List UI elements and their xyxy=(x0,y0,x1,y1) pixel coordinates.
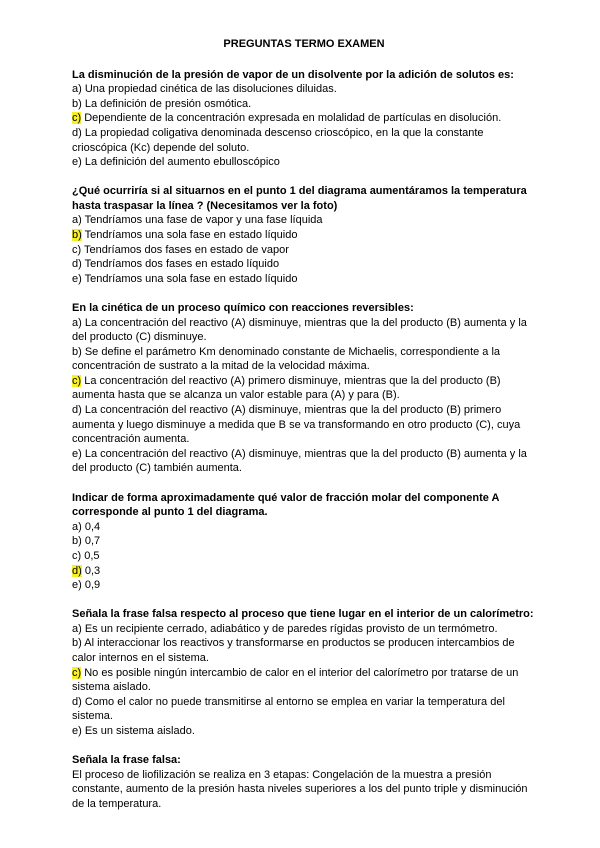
option-letter: e) xyxy=(72,156,82,169)
option-text: La concentración del reactivo (A) disminuye, mientras que la del producto (B) primero aumenta y luego disminuye a medida que B se va transformando en otro producto (C), cuya concentración aumenta. xyxy=(72,404,521,446)
correct-answer-letter: c) xyxy=(72,374,82,387)
option-letter: e) xyxy=(72,724,82,737)
option-letter: a) xyxy=(72,214,82,227)
answer-option xyxy=(72,272,536,287)
question-stem: La disminución de la presión de vapor de un disolvente por la adición de solutos es: xyxy=(72,68,514,81)
option-letter: b) xyxy=(72,345,82,358)
option-text: Como el calor no puede transmitirse al entorno se emplea en variar la temperatura del sistema. xyxy=(72,695,505,723)
option-letter: a) xyxy=(72,316,82,329)
answer-option xyxy=(72,724,536,739)
question-stem: Señala la frase falsa: xyxy=(72,754,181,767)
question-stem: ¿Qué ocurriría si al situarnos en el punto 1 del diagrama aumentáramos la temperatura hasta traspasar la línea ? (Necesitamos ver la foto) xyxy=(72,185,527,212)
option-letter: c) xyxy=(72,549,82,562)
option-letter: d) xyxy=(72,258,82,271)
option-letter: a) xyxy=(72,520,82,533)
answer-option xyxy=(72,126,536,155)
question-block xyxy=(72,607,536,738)
option-text: No es posible ningún intercambio de calor en el interior del calorímetro por tratarse de un sistema aislado. xyxy=(72,666,519,694)
question-stem: En la cinética de un proceso químico con reacciones reversibles: xyxy=(72,301,414,314)
question-block xyxy=(72,184,536,286)
page-title: PREGUNTAS TERMO EXAMEN xyxy=(223,38,385,50)
answer-option xyxy=(72,374,536,403)
option-letter: b) xyxy=(72,637,82,650)
option-text: Tendríamos una sola fase en estado líquido xyxy=(81,229,298,242)
option-letter: c) xyxy=(72,243,82,256)
option-text: La concentración del reactivo (A) disminuye, mientras que la del producto (B) aumenta y la del producto (C) disminuye. xyxy=(72,316,527,344)
question-stem: Señala la frase falsa respecto al proceso que tiene lugar en el interior de un calorímetro: xyxy=(72,608,534,621)
option-text: 0,9 xyxy=(81,579,101,592)
option-letter: d) xyxy=(72,695,82,708)
option-letter: a) xyxy=(72,622,82,635)
option-letter: b) xyxy=(72,535,82,548)
question-block xyxy=(72,753,536,811)
answer-option xyxy=(72,403,536,447)
option-letter: a) xyxy=(72,83,82,96)
option-letter: d) xyxy=(72,404,82,417)
option-text: Se define el parámetro Km denominado constante de Michaelis, correspondiente a la concentración de sustrato a la mitad de la velocidad máxima. xyxy=(72,345,501,373)
option-letter: e) xyxy=(72,447,82,460)
answer-option xyxy=(72,345,536,374)
answer-option xyxy=(72,564,536,579)
correct-answer-letter: b) xyxy=(72,229,82,242)
option-letter: d) xyxy=(72,126,82,139)
answer-option xyxy=(72,257,536,272)
correct-answer-letter: d) xyxy=(72,564,82,577)
option-text: 0,3 xyxy=(81,564,101,577)
option-text: Tendríamos dos fases en estado de vapor xyxy=(81,243,289,256)
option-text: 0,4 xyxy=(81,520,101,533)
option-text: Tendríamos una sola fase en estado líquido xyxy=(81,272,298,285)
question-block xyxy=(72,491,536,593)
question-list xyxy=(72,68,536,812)
answer-option xyxy=(72,111,536,126)
answer-option xyxy=(72,82,536,97)
option-text: Al interaccionar los reactivos y transformarse en productos se producen intercambios de calor internos en el sistema. xyxy=(72,637,515,664)
option-text: Es un sistema aislado. xyxy=(81,724,195,737)
question-block xyxy=(72,301,536,476)
option-letter: e) xyxy=(72,272,82,285)
answer-option xyxy=(72,316,536,345)
answer-option xyxy=(72,228,536,243)
option-text: La definición de presión osmótica. xyxy=(81,97,252,110)
answer-option xyxy=(72,97,536,112)
answer-option xyxy=(72,534,536,549)
option-letter: b) xyxy=(72,97,82,110)
answer-option xyxy=(72,243,536,258)
option-text: La propiedad coligativa denominada descenso crioscópico, en la que la constante crioscópica (Kc) depende del soluto. xyxy=(72,126,484,154)
correct-answer-letter: c) xyxy=(72,112,82,125)
answer-option xyxy=(72,666,536,695)
answer-option xyxy=(72,520,536,535)
option-text: Una propiedad cinética de las disoluciones diluidas. xyxy=(81,83,337,96)
option-text: 0,7 xyxy=(81,535,101,548)
answer-option xyxy=(72,213,536,228)
option-text: 0,5 xyxy=(81,549,100,562)
answer-option xyxy=(72,447,536,476)
question-body-text: El proceso de liofilización se realiza en 3 etapas: Congelación de la muestra a presión constante, aumento de la presión hasta niveles superiores a los del punto triple y disminución de la temperatura. xyxy=(72,768,528,810)
option-text: La definición del aumento ebulloscópico xyxy=(81,156,280,169)
answer-option xyxy=(72,155,536,170)
correct-answer-letter: c) xyxy=(72,666,82,679)
answer-option xyxy=(72,549,536,564)
option-text: Tendríamos dos fases en estado líquido xyxy=(81,258,280,271)
option-text: Tendríamos una fase de vapor y una fase líquida xyxy=(81,214,323,227)
answer-option xyxy=(72,636,536,665)
answer-option xyxy=(72,695,536,724)
option-letter: e) xyxy=(72,579,82,592)
answer-option xyxy=(72,622,536,637)
option-text: Es un recipiente cerrado, adiabático y de paredes rígidas provisto de un termómetro. xyxy=(81,622,498,635)
option-text: La concentración del reactivo (A) primero disminuye, mientras que la del producto (B) aumenta hasta que se alcanza un valor estable para (A) y para (B). xyxy=(72,374,501,402)
option-text: La concentración del reactivo (A) disminuye, mientras que la del producto (B) aumenta y la del producto (C) también aumenta. xyxy=(72,447,527,475)
question-block xyxy=(72,68,536,170)
option-text: Dependiente de la concentración expresada en molalidad de partículas en disolución. xyxy=(81,112,502,125)
answer-option xyxy=(72,578,536,593)
question-stem: Indicar de forma aproximadamente qué valor de fracción molar del componente A corresponde al punto 1 del diagrama. xyxy=(72,491,500,519)
